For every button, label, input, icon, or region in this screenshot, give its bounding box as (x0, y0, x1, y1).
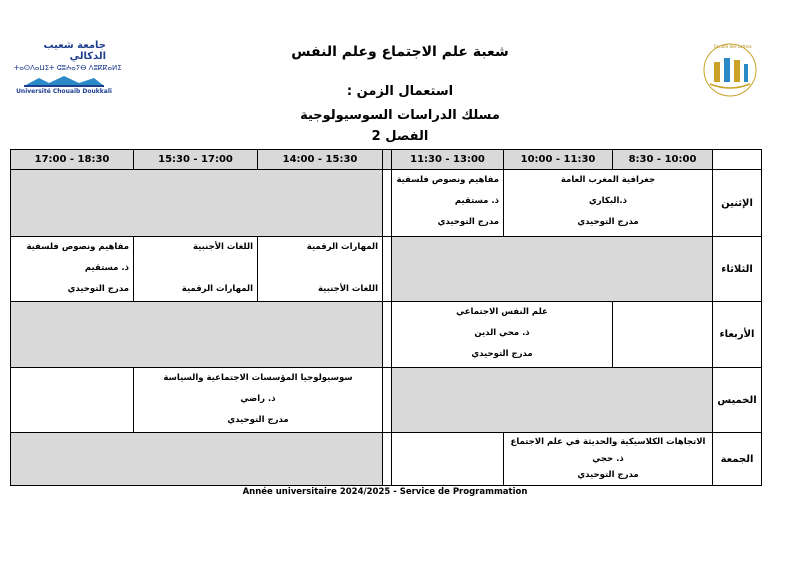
semester-title: الفصل 2 (371, 129, 429, 144)
day-monday: الإثنين (712, 169, 762, 237)
schedule-label: استعمال الزمن : (346, 84, 454, 99)
day-wednesday: الأربعاء (712, 301, 762, 368)
footer: Année universitaire 2024/2025 - Service de Programmation (242, 487, 528, 497)
header-slot-14-1530: 14:00 - 15:30 (257, 149, 383, 170)
program-title: مسلك الدراسات السوسيولوجية (300, 108, 500, 123)
friday-afternoon-empty (10, 432, 383, 486)
faculty-logo (700, 42, 760, 98)
header-slot-1530-17: 15:30 - 17:00 (133, 149, 258, 170)
thursday-empty-slot (10, 367, 134, 433)
wednesday-course: علم النفس الاجتماعي ذ. محي الدين مدرج التوحيدي (391, 301, 613, 368)
header-slot-830-10: 8:30 - 10:00 (612, 149, 713, 170)
department-title: شعبة علم الاجتماع وعلم النفس (291, 44, 509, 60)
faculty-logo-text: Faculté des Lettres (714, 44, 752, 49)
day-tuesday: الثلاثاء (712, 236, 762, 302)
university-name-fr: Université Chouaib Doukkali (16, 88, 112, 95)
monday-course-late: مفاهيم ونصوص فلسفية ذ. مستقيم مدرج التوحيدي (391, 169, 504, 237)
friday-course: الاتجاهات الكلاسيكية والحديثة في علم الاجتماع ذ. حجي مدرج التوحيدي (503, 432, 713, 486)
tuesday-course-3: المهارات الرقمية اللغات الأجنبية (257, 236, 383, 302)
faculty-emblem-icon (700, 42, 760, 98)
day-friday: الجمعة (712, 432, 762, 486)
tuesday-course-1: مفاهيم ونصوص فلسفية ذ. مستقيم مدرج التوحيدي (10, 236, 134, 302)
header-slot-10-1130: 10:00 - 11:30 (503, 149, 613, 170)
university-logo (14, 40, 122, 95)
university-name-tifinagh: ⵜⴰⵙⴷⴰⵡⵉⵜ ⵛⵓⵄⴰⵢⴱ ⴷⵓⴽⴽⴰⵍⵉ (14, 64, 122, 72)
university-name-ar: جامعة شعيب الدكالي (43, 40, 106, 62)
monday-course-morning: جغرافية المغرب العامة ذ.البكاري مدرج التوحيدي (503, 169, 713, 237)
day-thursday: الخميس (712, 367, 762, 433)
friday-empty-slot (391, 432, 504, 486)
wednesday-empty-slot (612, 301, 713, 368)
wednesday-afternoon-empty (10, 301, 383, 368)
header-slot-17-1830: 17:00 - 18:30 (10, 149, 134, 170)
thursday-course: سوسيولوجيا المؤسسات الاجتماعية والسياسة ذ. راضي مدرج التوحيدي (133, 367, 383, 433)
thursday-morning-empty (391, 367, 713, 433)
timetable (10, 149, 762, 486)
monday-afternoon-empty (10, 169, 383, 237)
header-slot-1130-13: 11:30 - 13:00 (391, 149, 504, 170)
tuesday-course-2: اللغات الأجنبية المهارات الرقمية (133, 236, 258, 302)
university-emblem-icon (19, 74, 109, 88)
header-corner (712, 149, 762, 170)
tuesday-morning-empty (391, 236, 713, 302)
